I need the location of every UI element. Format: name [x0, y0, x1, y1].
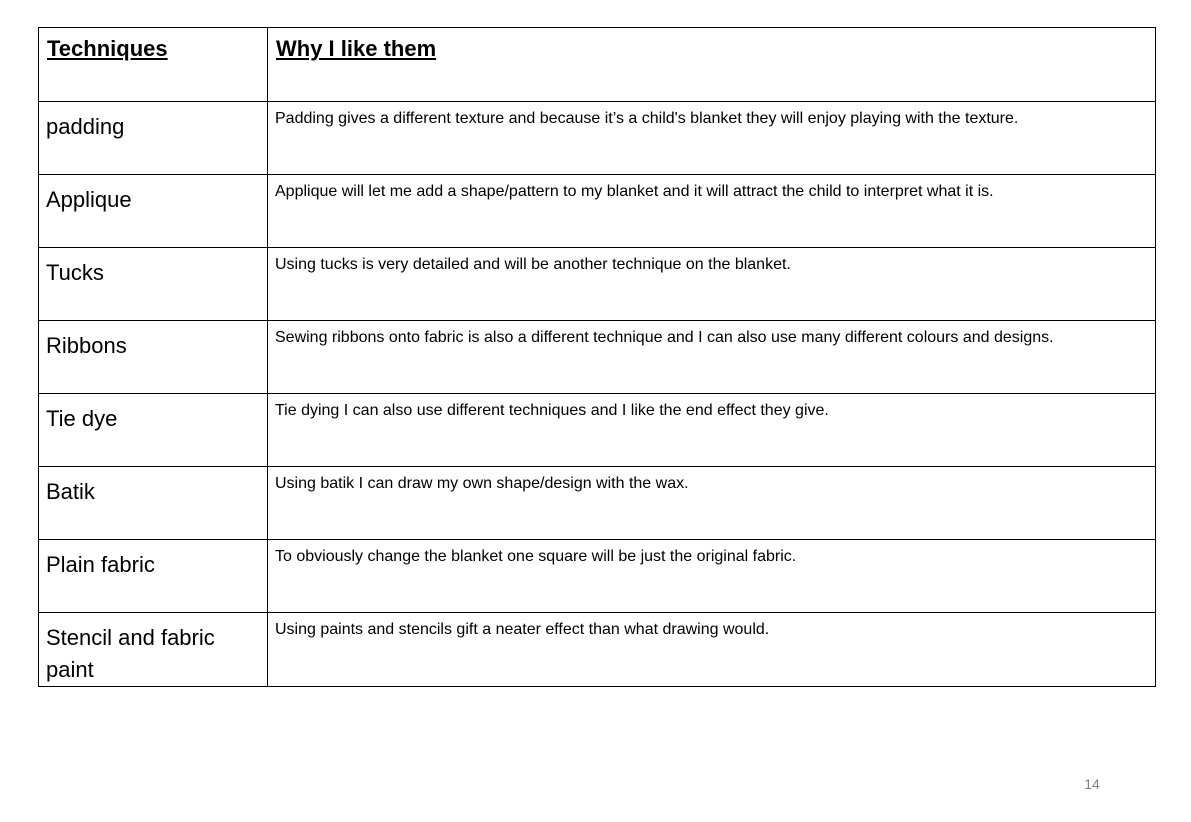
table-row — [39, 102, 1156, 175]
techniques-table — [38, 27, 1156, 687]
technique-name: Stencil and fabric paint — [46, 625, 215, 682]
page-number: 14 — [1084, 776, 1100, 792]
header-cell-why-i-like-them — [268, 28, 1156, 102]
table-header-row — [39, 28, 1156, 102]
reason-cell — [268, 394, 1156, 467]
technique-name: Ribbons — [46, 333, 127, 358]
technique-name: Plain fabric — [46, 552, 155, 577]
reason-cell — [268, 540, 1156, 613]
table-row — [39, 394, 1156, 467]
technique-reason: To obviously change the blanket one square will be just the original fabric. — [275, 548, 797, 565]
reason-cell — [268, 248, 1156, 321]
technique-name: padding — [46, 114, 125, 139]
table-row — [39, 540, 1156, 613]
reason-cell — [268, 467, 1156, 540]
technique-cell — [39, 540, 268, 613]
technique-name: Applique — [46, 187, 132, 212]
reason-cell — [268, 102, 1156, 175]
technique-reason: Sewing ribbons onto fabric is also a different technique and I can also use many different colours and designs. — [275, 329, 1054, 346]
table-row — [39, 321, 1156, 394]
table-row — [39, 175, 1156, 248]
technique-reason: Padding gives a different texture and because it’s a child's blanket they will enjoy playing with the texture. — [275, 110, 1019, 127]
table-row — [39, 613, 1156, 687]
technique-cell — [39, 394, 268, 467]
technique-reason: Applique will let me add a shape/pattern to my blanket and it will attract the child to interpret what it is. — [275, 183, 994, 200]
technique-cell — [39, 321, 268, 394]
technique-name: Tucks — [46, 260, 104, 285]
technique-name: Tie dye — [46, 406, 118, 431]
reason-cell — [268, 613, 1156, 687]
header-techniques-label: Techniques — [47, 36, 168, 61]
technique-name: Batik — [46, 479, 95, 504]
technique-reason: Using tucks is very detailed and will be another technique on the blanket. — [275, 256, 791, 273]
header-cell-techniques — [39, 28, 268, 102]
technique-cell — [39, 248, 268, 321]
technique-cell — [39, 613, 268, 687]
header-reason-label: Why I like them — [276, 36, 437, 61]
technique-cell — [39, 467, 268, 540]
table-row — [39, 467, 1156, 540]
technique-cell — [39, 102, 268, 175]
technique-reason: Using batik I can draw my own shape/design with the wax. — [275, 475, 689, 492]
reason-cell — [268, 175, 1156, 248]
technique-reason: Tie dying I can also use different techniques and I like the end effect they give. — [275, 402, 829, 419]
reason-cell — [268, 321, 1156, 394]
technique-reason: Using paints and stencils gift a neater effect than what drawing would. — [275, 621, 770, 638]
technique-cell — [39, 175, 268, 248]
table-row — [39, 248, 1156, 321]
